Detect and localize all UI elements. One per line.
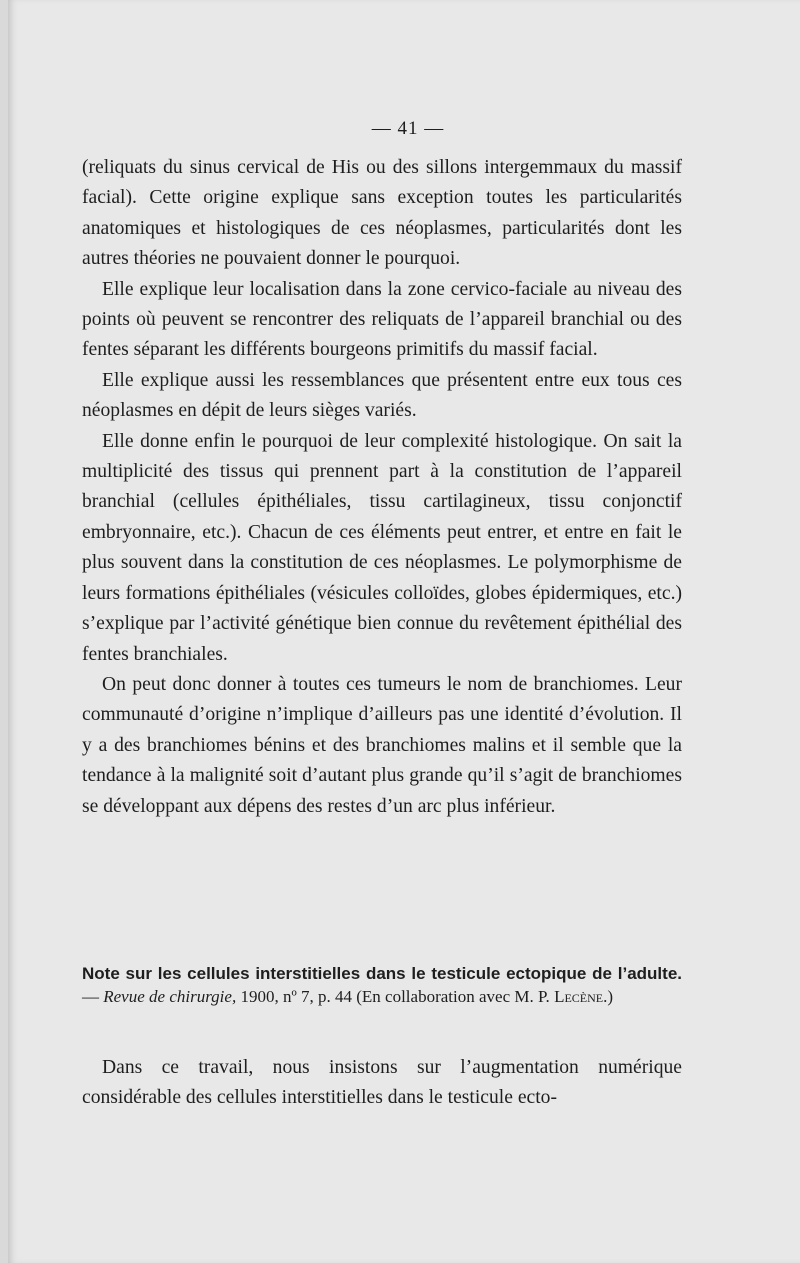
page: [8, 0, 800, 1263]
page-number: — 41 —: [371, 118, 445, 139]
paragraph-1: (reliquats du sinus cervical de His ou des sillons intergemmaux du massif facial). Cette origine explique sans exception toutes les particularités anatomiques et histologiques de ces néoplasmes, particularités dont les autres théories ne pouvaient donner le pourquoi.: [82, 157, 682, 270]
notice-collaborator: Lecène: [554, 987, 604, 1006]
notice-close: .): [603, 987, 614, 1006]
publication-notice: [82, 962, 682, 1008]
paragraph-6: Dans ce travail, nous insistons sur l’augmentation numérique considérable des cellules interstitielles dans le testicule ecto-: [82, 1057, 682, 1109]
notice-journal: Revue de chirurgie,: [103, 987, 237, 1006]
notice-title: Note sur les cellules interstitielles dans le testicule ectopique de l’adulte.: [82, 964, 682, 983]
paragraph-4: Elle donne enfin le pourquoi de leur complexité histologique. On sait la multiplicité des tissus qui prennent part à la constitution de l’appareil branchial (cellules épithéliales, tissu cartilagineux, tissu conjonctif embryonnaire, etc.). Chacun de ces éléments peut entrer, et entre en fait le plus souvent dans la constitution de ces néoplasmes. Le polymorphisme de leurs formations épithéliales (vésicules colloïdes, globes épidermiques, etc.) s’explique par l’activité génétique bien connue du revêtement épithélial des fentes branchiales.: [82, 430, 682, 665]
continuation-text: [82, 1053, 682, 1114]
paragraph-3: Elle explique aussi les ressemblances que présentent entre eux tous ces néoplasmes en dépit de leurs sièges variés.: [82, 369, 682, 422]
paragraph-5: On peut donc donner à toutes ces tumeurs le nom de branchiomes. Leur communauté d’origine n’implique d’ailleurs pas une identité d’évolution. Il y a des branchiomes bénins et des branchiomes malins et il semble que la tendance à la malignité soit d’autant plus grande qu’il s’agit de branchiomes se développant aux dépens des restes d’un arc plus inférieur.: [82, 673, 682, 817]
notice-dash: —: [82, 987, 104, 1006]
main-text: [82, 153, 682, 822]
paragraph-2: Elle explique leur localisation dans la zone cervico-faciale au niveau des points où peuvent se rencontrer des reliquats de l’appareil branchial ou des fentes séparant les différents bourgeons primitifs du massif facial.: [82, 278, 682, 361]
notice-reference: 1900, nº 7, p. 44 (En collaboration avec M. P.: [236, 987, 555, 1006]
